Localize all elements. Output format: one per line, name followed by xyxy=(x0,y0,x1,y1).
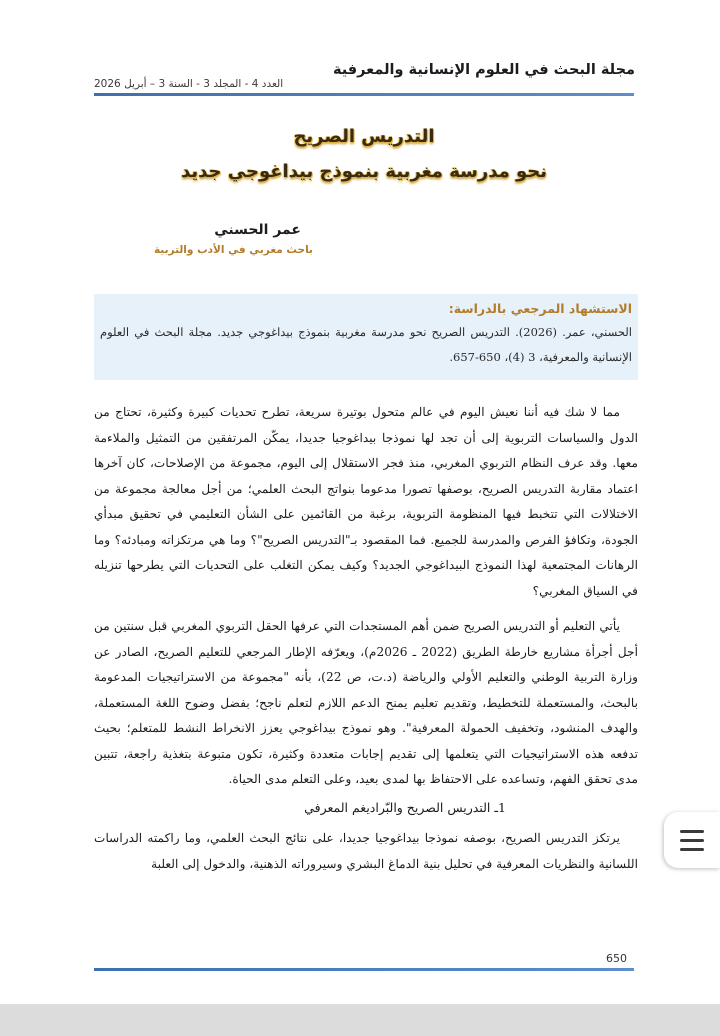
citation-text: الحسني، عمر. (2026). التدريس الصريح نحو مدرسة مغربية بنموذج بيداغوجي جديد. مجلة البحث في العلوم الإنسانية والمعرفية، 3 (4)، 650-657. xyxy=(100,325,632,364)
issue-info: العدد 4 - المجلد 3 - السنة 3 – أبريل 2026 xyxy=(94,78,284,90)
article-title: التدريس الصريح xyxy=(293,126,435,147)
article-subtitle: نحو مدرسة مغربية بنموذج بيداغوجي جديد xyxy=(180,161,548,182)
page-number: 650 xyxy=(606,952,627,965)
author-affiliation: باحث مغربي في الأدب والتربية xyxy=(153,244,313,256)
menu-bar xyxy=(680,848,704,851)
author-block xyxy=(154,222,313,256)
footer-rule xyxy=(94,968,634,971)
menu-bar xyxy=(680,830,704,833)
hamburger-menu-icon[interactable] xyxy=(664,812,720,868)
citation-label: الاستشهاد المرجعي بالدراسة: xyxy=(448,301,632,316)
article-title-block xyxy=(94,120,634,182)
body-paragraph: مما لا شك فيه أننا نعيش اليوم في عالم متحول بوتيرة سريعة، تطرح تحديات كبيرة وكثيرة، تحتاج من الدول والسياسات التربوية إلى أن تجد لها نموذجا بيداغوجيا جديدا، يمكّن المرتفقين من التمثيل والملاءمة معها. وقد عرف النظام التربوي المغربي، منذ فجر الاستقلال إلى اليوم، مجموعة من الإصلاحات، كان آخرها اعتماد مقاربة التدريس الصريح، بوصفها تصورا مدعوما بنواتج البحث العلمي؛ من أجل معالجة مجموعة من الاختلالات التي تتخبط فيها المنظومة التربوية، برغبة من القائمين على الشأن التعليمي في تحقيق مبدأي الجودة، وتكافؤ الفرص والمدرسة للجميع. فما المقصود بـ"التدريس الصريح"؟ وما هي مرتكزاته ومبادئه؟ وما الرهانات المجتمعية لهذا النموذج البيداغوجي الجديد؟ وكيف يمكن التغلب على التحديات التي يطرحها تنزيله في السياق المغربي؟ xyxy=(94,405,638,598)
article-body xyxy=(94,400,638,877)
journal-title: مجلة البحث في العلوم الإنسانية والمعرفية xyxy=(332,62,635,78)
menu-bar xyxy=(680,839,704,842)
section-heading: 1ـ التدريس الصريح والبّراديغم المعرفي xyxy=(304,799,506,815)
running-header xyxy=(94,58,635,94)
header-rule xyxy=(94,93,634,96)
body-paragraph: يأتي التعليم أو التدريس الصريح ضمن أهم المستجدات التي عرفها الحقل التربوي المغربي قبل سنتين من أجل أجرأة مشاريع خارطة الطريق (2022 ـ 2026م)، ويعرّفه الإطار المرجعي للتعليم الصريح، الصادر عن وزارة التربية الوطني والتعليم الأولي والرياضة (د.ت، ص 22)، بأنه "مجموعة من الاستراتيجيات المدعومة بالبحث، والمستعملة للتخطيط، وتقديم تعليم يمنح الدعم اللازم لتعلم ناجح؛ بفضل وضوح اللغة المستعملة، والهدف المنشود، وتخفيف الحمولة المعرفية". وهو نموذج بيداغوجي يعزز الانخراط النشط للمتعلم؛ بحيث تدفعه هذه الاستراتيجيات التي يتعلمها إلى تقديم إجابات متعددة وكثيرة، تكون متبوعة بتغذية راجعة، تتبين مدى تحقق الفهم، وتساعده على الاحتفاظ بها لمدى بعيد، وعلى التعلم مدى الحياة. xyxy=(94,619,639,786)
body-paragraph: يرتكز التدريس الصريح، بوصفه نموذجا بيداغوجيا جديدا، على نتائج البحث العلمي، وما راكمته الدراسات اللسانية والنظريات المعرفية في تحليل بنية الدماغ البشري وسيروراته الذهنية، والدخول إلى العلبة xyxy=(94,831,638,871)
citation-box xyxy=(94,294,638,380)
author-name: عمر الحسني xyxy=(214,222,301,238)
